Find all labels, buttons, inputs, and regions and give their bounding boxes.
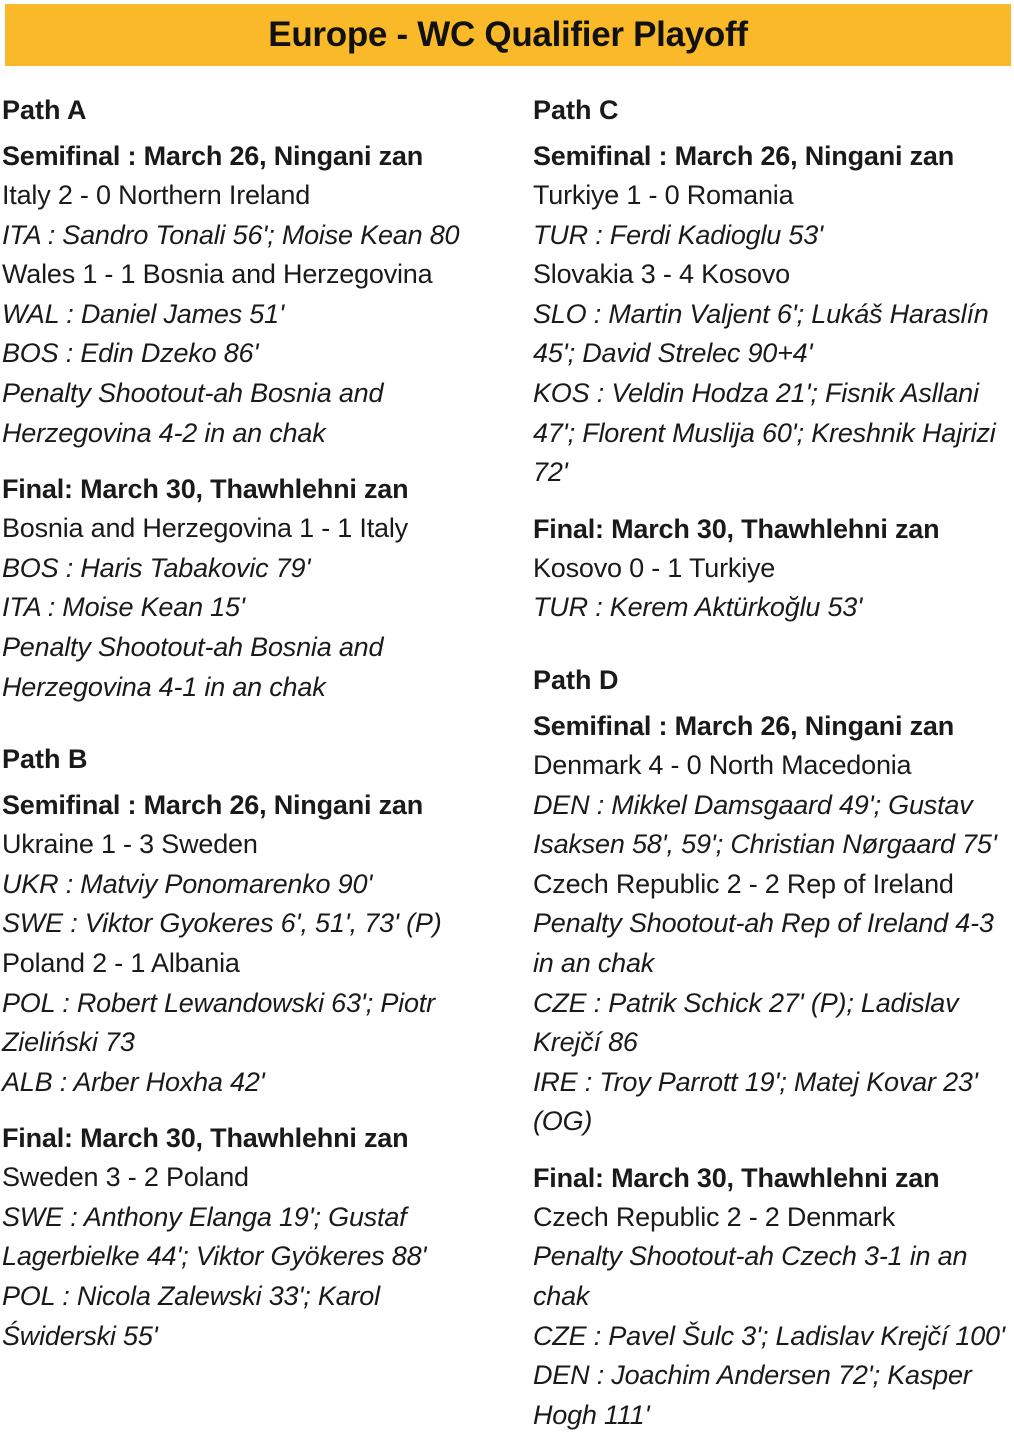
path-spacer [2, 707, 484, 733]
match-result: Kosovo 0 - 1 Turkiye [533, 552, 776, 583]
match-note: BOS : Haris Tabakovic 79' [2, 552, 311, 583]
stage-heading: Semifinal : March 26, Ningani zan [2, 790, 423, 821]
match-result: Czech Republic 2 - 2 Rep of Ireland [533, 868, 954, 899]
path-spacer [533, 628, 1011, 654]
path-section-path-a [2, 84, 484, 707]
match-note: ALB : Arber Hoxha 42' [2, 1066, 265, 1097]
match-note: IRE : Troy Parrott 19'; Matej Kovar 23' (OG) [533, 1066, 978, 1137]
left-column [2, 84, 484, 1356]
match-result: Wales 1 - 1 Bosnia and Herzegovina [2, 259, 433, 290]
stage-heading: Final: March 30, Thawhlehni zan [2, 1123, 409, 1154]
page-title: Europe - WC Qualifier Playoff [268, 15, 748, 54]
stage-heading: Final: March 30, Thawhlehni zan [533, 1162, 940, 1193]
final-block [2, 1118, 484, 1356]
semifinal-block [2, 785, 484, 1102]
match-result: Sweden 3 - 2 Poland [2, 1162, 249, 1193]
final-block [533, 1158, 1011, 1435]
path-heading: Path B [2, 744, 88, 775]
path-section-path-d [533, 654, 1011, 1435]
title-banner [5, 4, 1011, 66]
match-result: Denmark 4 - 0 North Macedonia [533, 749, 912, 780]
match-note: SWE : Viktor Gyokeres 6', 51', 73' (P) [2, 908, 442, 939]
match-note: CZE : Pavel Šulc 3'; Ladislav Krejčí 100' [533, 1320, 1005, 1351]
stage-heading: Final: March 30, Thawhlehni zan [2, 474, 409, 505]
match-result: Slovakia 3 - 4 Kosovo [533, 259, 790, 290]
path-section-path-c [533, 84, 1011, 628]
match-note: DEN : Mikkel Damsgaard 49'; Gustav Isaksen 58', 59'; Christian Nørgaard 75' [533, 789, 997, 860]
match-note: Penalty Shootout-ah Czech 3-1 in an chak [533, 1241, 968, 1312]
final-block [533, 509, 1011, 628]
match-note: TUR : Ferdi Kadioglu 53' [533, 219, 823, 250]
match-note: TUR : Kerem Aktürkoğlu 53' [533, 592, 863, 623]
match-note: POL : Robert Lewandowski 63'; Piotr Zieliński 73 [2, 987, 435, 1058]
match-note: SLO : Martin Valjent 6'; Lukáš Haraslín 45'; David Strelec 90+4' [533, 298, 989, 369]
stage-heading: Final: March 30, Thawhlehni zan [533, 513, 940, 544]
match-result: Poland 2 - 1 Albania [2, 947, 240, 978]
semifinal-block [533, 706, 1011, 1142]
match-note: UKR : Matviy Ponomarenko 90' [2, 868, 373, 899]
match-result: Italy 2 - 0 Northern Ireland [2, 180, 311, 210]
match-note: KOS : Veldin Hodza 21'; Fisnik Asllani 47'; Florent Muslija 60'; Kreshnik Hajrizi 72' [533, 377, 996, 488]
match-result: Ukraine 1 - 3 Sweden [2, 829, 258, 860]
stage-heading: Semifinal : March 26, Ningani zan [2, 141, 423, 171]
match-note: SWE : Anthony Elanga 19'; Gustaf Lagerbielke 44'; Viktor Gyökeres 88' [2, 1201, 427, 1272]
path-section-path-b [2, 733, 484, 1356]
match-result: Turkiye 1 - 0 Romania [533, 180, 794, 210]
path-heading: Path D [533, 664, 619, 695]
path-heading: Path C [533, 95, 619, 125]
semifinal-block [533, 136, 1011, 493]
match-note: ITA : Moise Kean 15' [2, 592, 245, 623]
match-note: DEN : Joachim Andersen 72'; Kasper Hogh 111' [533, 1360, 972, 1430]
match-result: Bosnia and Herzegovina 1 - 1 Italy [2, 513, 408, 544]
stage-heading: Semifinal : March 26, Ningani zan [533, 710, 954, 741]
match-note: CZE : Patrik Schick 27' (P); Ladislav Krejčí 86 [533, 987, 959, 1058]
final-block [2, 469, 484, 707]
match-note: BOS : Edin Dzeko 86' [2, 338, 259, 369]
semifinal-block [2, 136, 484, 453]
match-note: POL : Nicola Zalewski 33'; Karol Świderski 55' [2, 1281, 380, 1351]
match-note: Penalty Shootout-ah Rep of Ireland 4-3 in an chak [533, 908, 994, 978]
match-result: Czech Republic 2 - 2 Denmark [533, 1201, 896, 1232]
path-heading: Path A [2, 95, 87, 125]
match-note: WAL : Daniel James 51' [2, 298, 284, 329]
match-note: Penalty Shootout-ah Bosnia and Herzegovina 4-1 in an chak [2, 631, 384, 702]
stage-heading: Semifinal : March 26, Ningani zan [533, 141, 954, 171]
right-column [533, 84, 1011, 1435]
match-note: Penalty Shootout-ah Bosnia and Herzegovina 4-2 in an chak [2, 377, 384, 448]
match-note: ITA : Sandro Tonali 56'; Moise Kean 80 [2, 219, 460, 250]
